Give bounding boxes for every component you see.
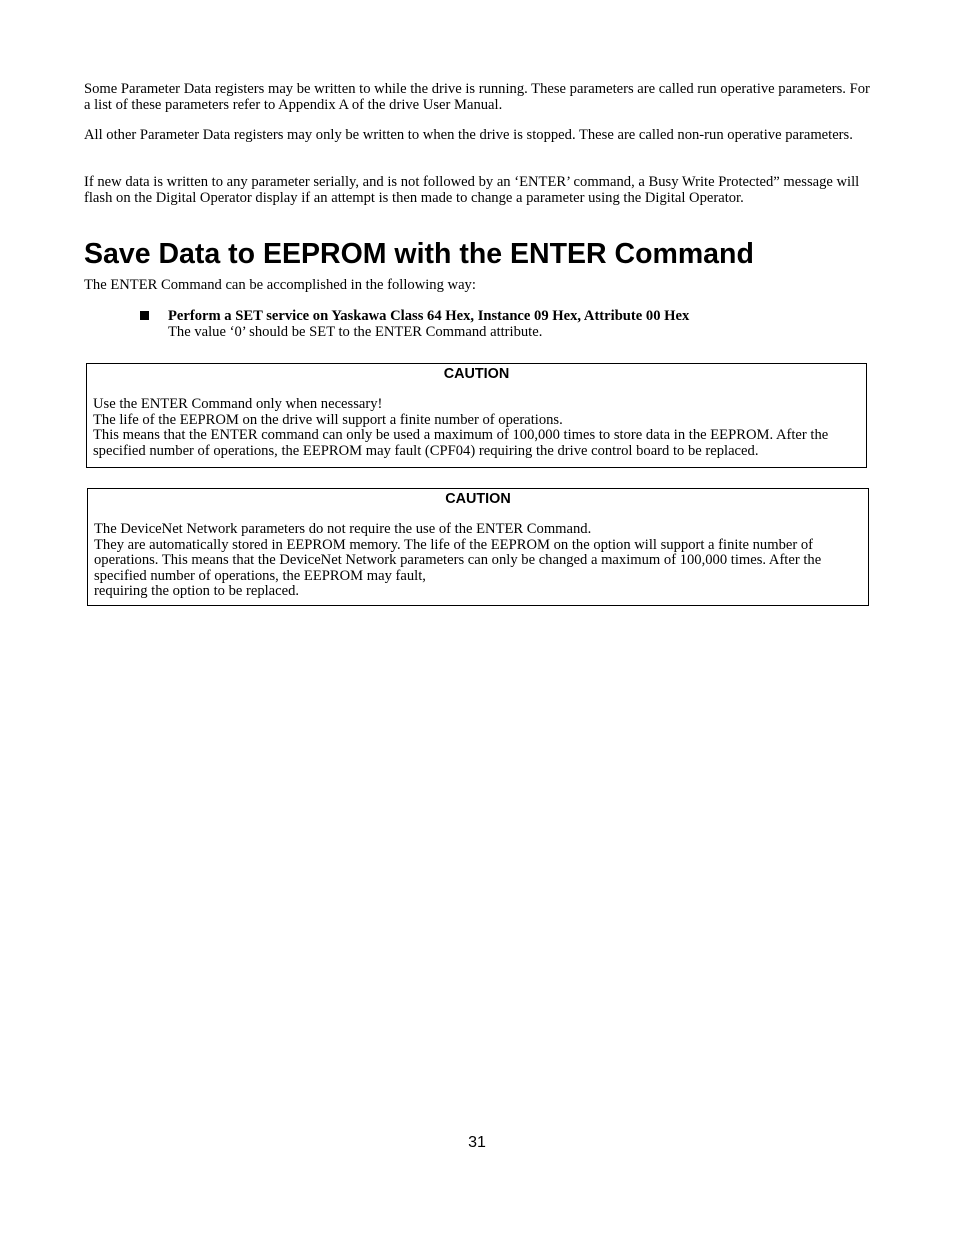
section-intro: The ENTER Command can be accomplished in the following way: [84,277,476,293]
caution-line: requiring the option to be replaced. [94,583,300,600]
square-bullet-icon [140,311,149,320]
bullet-title: Perform a SET service on Yaskawa Class 64 Hex, Instance 09 Hex, Attribute 00 Hex [168,308,690,324]
caution-line: The DeviceNet Network parameters do not require the use of the ENTER Command. [94,521,592,537]
caution-body [93,397,860,459]
caution-title: CAUTION [443,366,510,382]
caution-line: They are automatically stored in EEPROM memory. The life of the EEPROM on the option will support a finite number of operations. This means that the DeviceNet Network parameters can only be changed a maximum of 100,000 times. After the specified number of operations, the EEPROM may fault, [94,536,822,584]
paragraph-run-operative: Some Parameter Data registers may be written to while the drive is running. These parameters are called run operative parameters. For a list of these parameters refer to Appendix A of the drive User Manual. [84,81,870,113]
caution-line: Use the ENTER Command only when necessary! [93,396,383,412]
section-heading: Save Data to EEPROM with the ENTER Command [84,238,754,270]
caution-title: CAUTION [445,491,511,507]
caution-box-enter-command [86,363,867,468]
page-number: 31 [468,1134,486,1151]
bullet-body: The value ‘0’ should be SET to the ENTER Command attribute. [168,324,543,340]
paragraph-non-run-operative: All other Parameter Data registers may only be written to when the drive is stopped. These are called non-run operative parameters. [84,127,853,143]
caution-box-devicenet [87,488,869,606]
paragraph-busy-write-protected: If new data is written to any parameter serially, and is not followed by an ‘ENTER’ command, a Busy Write Protected” message will flash on the Digital Operator display if an attempt is then made to change a parameter using the Digital Operator. [84,174,860,206]
caution-line: The life of the EEPROM on the drive will support a finite number of operations. [93,411,563,428]
caution-line: This means that the ENTER command can only be used a maximum of 100,000 times to store data in the EEPROM. After the specified number of operations, the EEPROM may fault (CPF04) requiring the drive control board to be replaced. [93,427,829,459]
caution-body [94,522,862,600]
